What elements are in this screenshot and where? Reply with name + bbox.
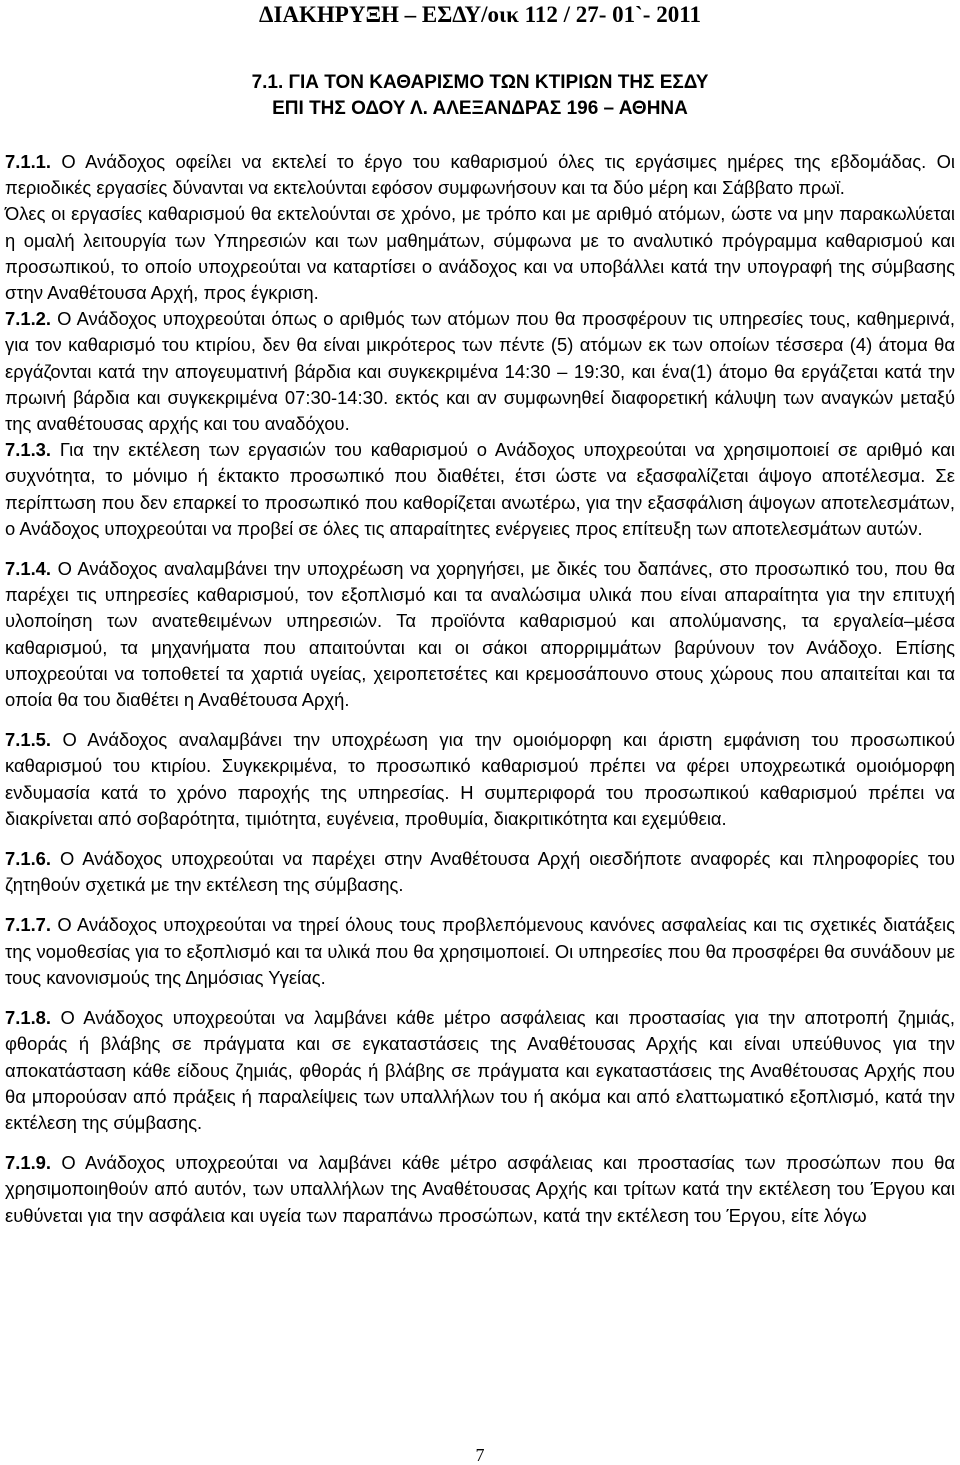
paragraph-text: Ο Ανάδοχος υποχρεούται να τηρεί όλους τους προβλεπόμενους κανόνες ασφαλείας και τις σχετικές διατάξεις της νομοθεσίας για το εξοπλισμό και τα υλικά που θα χρησιμοποιεί. Οι υπηρεσίες που θα προσφέρει θα συνάδουν με τους κανονισμούς της Δημόσιας Υγείας. [5,914,955,988]
paragraph-7-1-3 [5,437,955,542]
paragraph-7-1-6 [5,846,955,898]
paragraph-number: 7.1.3. [5,439,52,461]
document-header-title: ΔΙΑΚΗΡΥΞΗ – ΕΣΔΥ/οικ 112 / 27- 01`- 2011 [259,2,701,27]
paragraph-text: Όλες οι εργασίες καθαρισμού θα εκτελούνται σε χρόνο, με τρόπο και με αριθμό ατόμων, ώστε να μην παρακωλύεται η ομαλή λειτουργία των Υπηρεσιών και των μαθημάτων, σύμφωνα με το αναλυτικό πρόγραμμα καθαρισμού και προσωπικού, το οποίο υποχρεούται να καταρτίσει ο ανάδοχος και να υποβάλλει κατά την υπογραφή της σύμβασης στην Αναθέτουσα Αρχή, προς έγκριση. [5,203,955,304]
paragraph-number: 7.1.8. [5,1007,52,1029]
document-body [5,149,955,1229]
paragraph-text: Ο Ανάδοχος αναλαμβάνει την υποχρέωση για την ομοιόμορφη και άριστη εμφάνιση του προσωπικού καθαρισμού του κτιρίου. Συγκεκριμένα, το προσωπικό καθαρισμού πρέπει να φέρει υποχρεωτικά ομοιόμορφη ενδυμασία κατά το χρόνο παροχής της υπηρεσίας. Η συμπεριφορά του προσωπικού καθαρισμού πρέπει να διακρίνεται από σοβαρότητα, τιμιότητα, ευγένεια, προθυμία, διακριτικότητα και εχεμύθεια. [5,729,955,829]
paragraph-number: 7.1.9. [5,1152,52,1174]
paragraph-text: Ο Ανάδοχος υποχρεούται να παρέχει στην Αναθέτουσα Αρχή οιεσδήποτε αναφορές και πληροφορίες του ζητηθούν σχετικά με την εκτέλεση της σύμβασης. [5,848,955,896]
paragraph-7-1-4 [5,556,955,713]
paragraph-text: Ο Ανάδοχος υποχρεούται όπως ο αριθμός των ατόμων που θα προσφέρουν τις υπηρεσίες τους, καθημερινά, για τον καθαρισμό του κτιρίου, δεν θα είναι μικρότερος των πέντε (5) ατόμων εκ των οποίων τέσσερα (4) άτομα θα εργάζονται κατά την απογευματινή βάρδια και συγκεκριμένα 14:30 – 19:30, και ένα(1) άτομο θα εργάζεται κατά την πρωινή βάρδια και συγκεκριμένα 07:30-14:30. εκτός και αν συμφωνηθεί διαφορετική κάλυψη των αναγκών μεταξύ της αναθέτουσας αρχής και του αναδόχου. [5,308,955,435]
paragraph-7-1-2 [5,306,955,437]
paragraph-text: Για την εκτέλεση των εργασιών του καθαρισμού ο Ανάδοχος υποχρεούται να χρησιμοποιεί σε αριθμό και συχνότητα, το μόνιμο ή έκτακτο προσωπικό που διαθέτει, έτσι ώστε να εξασφαλίζεται άψογο αποτέλεσμα. Σε περίπτωση που δεν επαρκεί το προσωπικό που καθορίζεται ανωτέρω, για την εξασφάλιση άψογων αποτελεσμάτων, ο Ανάδοχος υποχρεούται να προβεί σε όλες τις απαραίτητες ενέργειες προς επίτευξη των αποτελεσμάτων αυτών. [5,439,955,539]
paragraph-7-1-9 [5,1150,955,1229]
paragraph-text: Ο Ανάδοχος οφείλει να εκτελεί το έργο του καθαρισμού όλες τις εργάσιμες ημέρες της εβδομάδας. Οι περιοδικές εργασίες δύνανται να εκτελούνται εφόσον συμφωνήσουν και τα δύο μέρη και Σάββατο πρωϊ. [5,151,955,199]
paragraph-7-1-7 [5,912,955,991]
paragraph-number: 7.1.4. [5,558,52,580]
paragraph-number: 7.1.6. [5,848,52,870]
paragraph-number: 7.1.7. [5,914,52,936]
paragraph-7-1-1-continued [5,201,955,306]
paragraph-number: 7.1.2. [5,308,52,330]
section-heading [0,70,960,122]
section-heading-line-2: ΕΠΙ ΤΗΣ ΟΔΟΥ Λ. ΑΛΕΞΑΝΔΡΑΣ 196 – ΑΘΗΝΑ [272,98,688,119]
paragraph-7-1-1 [5,149,955,201]
paragraph-text: Ο Ανάδοχος υποχρεούται να λαμβάνει κάθε μέτρο ασφάλειας και προστασίας για την αποτροπή ζημιάς, φθοράς ή βλάβης σε πράγματα και σε εγκαταστάσεις της Αναθέτουσας Αρχής και είναι υπεύθυνος για την αποκατάσταση κάθε είδους ζημιάς, φθοράς ή βλάβης σε πράγματα και εγκαταστάσεις της Αναθέτουσας Αρχής που θα μπορούσαν από πράξεις ή παραλείψεις των υπαλλήλων του ή ακόμα και από ελαττωματικό εξοπλισμό, κατά την εκτέλεση της σύμβασης. [5,1007,955,1133]
paragraph-7-1-8 [5,1005,955,1136]
paragraph-text: Ο Ανάδοχος υποχρεούται να λαμβάνει κάθε μέτρο ασφάλειας και προστασίας των προσώπων που θα χρησιμοποιηθούν από αυτόν, των υπαλλήλων της Αναθέτουσας Αρχής και τρίτων κατά την εκτέλεση του Έργου και ευθύνεται για την ασφάλεια και υγεία των παραπάνω προσώπων, κατά την εκτέλεση του Έργου, είτε λόγω [5,1152,955,1226]
page-number: 7 [475,1445,485,1465]
paragraph-number: 7.1.1. [5,151,52,172]
paragraph-text: Ο Ανάδοχος αναλαμβάνει την υποχρέωση να χορηγήσει, με δικές του δαπάνες, στο προσωπικό του, που θα παρέχει τις υπηρεσίες καθαρισμού, τον εξοπλισμό και τα αναλώσιμα υλικά που είναι απαραίτητα για την επιτυχή υλοποίηση των ανατεθειμένων υπηρεσιών. Τα προϊόντα καθαρισμού και απολύμανσης, τα εργαλεία–μέσα καθαρισμού, τα μηχανήματα που απαιτούνται και οι σάκοι απορριμμάτων βαρύνουν τον Ανάδοχο. Επίσης υποχρεούται να τοποθετεί τα χαρτιά υγείας, χειροπετσέτες και κρεμοσάπουνο στους χώρους που απαιτείται και τα οποία θα του διαθέτει η Αναθέτουσα Αρχή. [5,558,955,711]
section-heading-line-1: 7.1. ΓΙΑ ΤΟΝ ΚΑΘΑΡΙΣΜΟ ΤΩΝ ΚΤΙΡΙΩΝ ΤΗΣ ΕΣΔΥ [251,72,709,93]
paragraph-7-1-5 [5,727,955,832]
paragraph-number: 7.1.5. [5,729,52,751]
